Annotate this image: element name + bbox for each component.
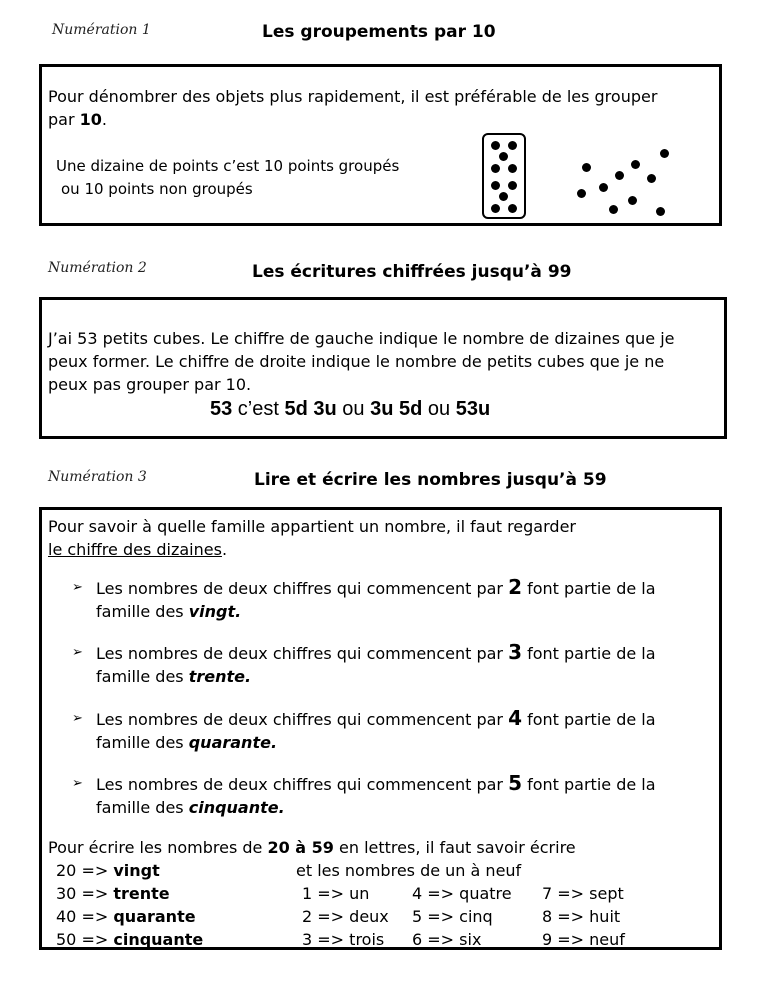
tens-row: 20 => vingt (56, 861, 160, 880)
section1-box (39, 64, 722, 226)
scattered-dot (660, 149, 669, 158)
dot (491, 164, 500, 173)
tens-row: 40 => quarante (56, 907, 196, 926)
scattered-dot (577, 189, 586, 198)
scattered-dot (599, 183, 608, 192)
section3-label: Numération 3 (48, 469, 147, 485)
scattered-dot (656, 207, 665, 216)
dot (491, 204, 500, 213)
scattered-dot (647, 174, 656, 183)
section1-label: Numération 1 (52, 22, 151, 38)
unit-item: 7 => sept (542, 884, 624, 903)
section2-line3: peux pas grouper par 10. (48, 375, 252, 394)
unit-item: 9 => neuf (542, 930, 625, 949)
unit-item: 6 => six (412, 930, 482, 949)
section2-line1: J’ai 53 petits cubes. Le chiffre de gauche indique le nombre de dizaines que je (48, 329, 675, 348)
dot (499, 192, 508, 201)
unit-item: 1 => un (302, 884, 370, 903)
arrow-bullet-icon: ➢ (72, 645, 83, 660)
dizaine-line2: ou 10 points non groupés (61, 180, 253, 198)
dizaine-line1: Une dizaine de points c’est 10 points groupés (56, 157, 400, 175)
section3-intro2: le chiffre des dizaines. (48, 540, 228, 559)
arrow-bullet-icon: ➢ (72, 776, 83, 791)
unit-item: 3 => trois (302, 930, 385, 949)
section2-label: Numération 2 (48, 260, 147, 276)
section3-title: Lire et écrire les nombres jusqu’à 59 (254, 470, 607, 490)
write-intro: Pour écrire les nombres de 20 à 59 en lettres, il faut savoir écrire (48, 838, 576, 857)
tens-row: 50 => cinquante (56, 930, 204, 949)
tens-row: 30 => trente (56, 884, 170, 903)
equivalence-line: 53 c’est 5d 3u ou 3u 5d ou 53u (210, 398, 491, 420)
section2-title: Les écritures chiffrées jusqu’à 99 (252, 262, 572, 282)
dot (508, 204, 517, 213)
arrow-bullet-icon: ➢ (72, 711, 83, 726)
dot (491, 141, 500, 150)
section3-intro1: Pour savoir à quelle famille appartient un nombre, il faut regarder (48, 517, 576, 536)
section2-box (39, 297, 727, 439)
dot (491, 181, 500, 190)
dot (508, 181, 517, 190)
scattered-dot (631, 160, 640, 169)
unit-item: 5 => cinq (412, 907, 493, 926)
section1-title: Les groupements par 10 (262, 22, 496, 42)
section1-line1: Pour dénombrer des objets plus rapidement, il est préférable de les grouper (48, 87, 658, 106)
scattered-dot (582, 163, 591, 172)
unit-item: 8 => huit (542, 907, 621, 926)
section1-line2: par 10. (48, 110, 107, 129)
grouped-dots-frame (482, 133, 526, 219)
dot (499, 152, 508, 161)
section3-box: Pour savoir à quelle famille appartient un nombre, il faut regarder le chiffre des dizaines. ➢ Les nombres de deux chiffres qui commencent par 2 font partie de la famille des vingt. ➢ Les nombres de deux chiffres qui commencent par 3 font partie de la famille des trente. ➢ Les nombres de deux chiffres qui commencent par 4 font partie de la famille des quarante. ➢ Les nombres de deux chiffres qui commencent par 5 font partie de la famille des cinquante. Pour écrire les nombres de 20 à 59 en lettres, il faut savoir écrire 20 => vingt 30 => trente 40 => quarante 50 => cinquante et les nombres de un à neuf 1 => un 2 => deux 3 => trois 4 => quatre 5 => cinq 6 => six 7 => sept 8 => huit 9 => neuf (39, 507, 722, 950)
dot (508, 164, 517, 173)
section2-line2: peux former. Le chiffre de droite indique le nombre de petits cubes que je ne (48, 352, 665, 371)
unit-item: 2 => deux (302, 907, 389, 926)
dot (508, 141, 517, 150)
arrow-bullet-icon: ➢ (72, 580, 83, 595)
scattered-dot (628, 196, 637, 205)
units-header: et les nombres de un à neuf (296, 861, 522, 880)
scattered-dot (609, 205, 618, 214)
scattered-dot (615, 171, 624, 180)
unit-item: 4 => quatre (412, 884, 512, 903)
